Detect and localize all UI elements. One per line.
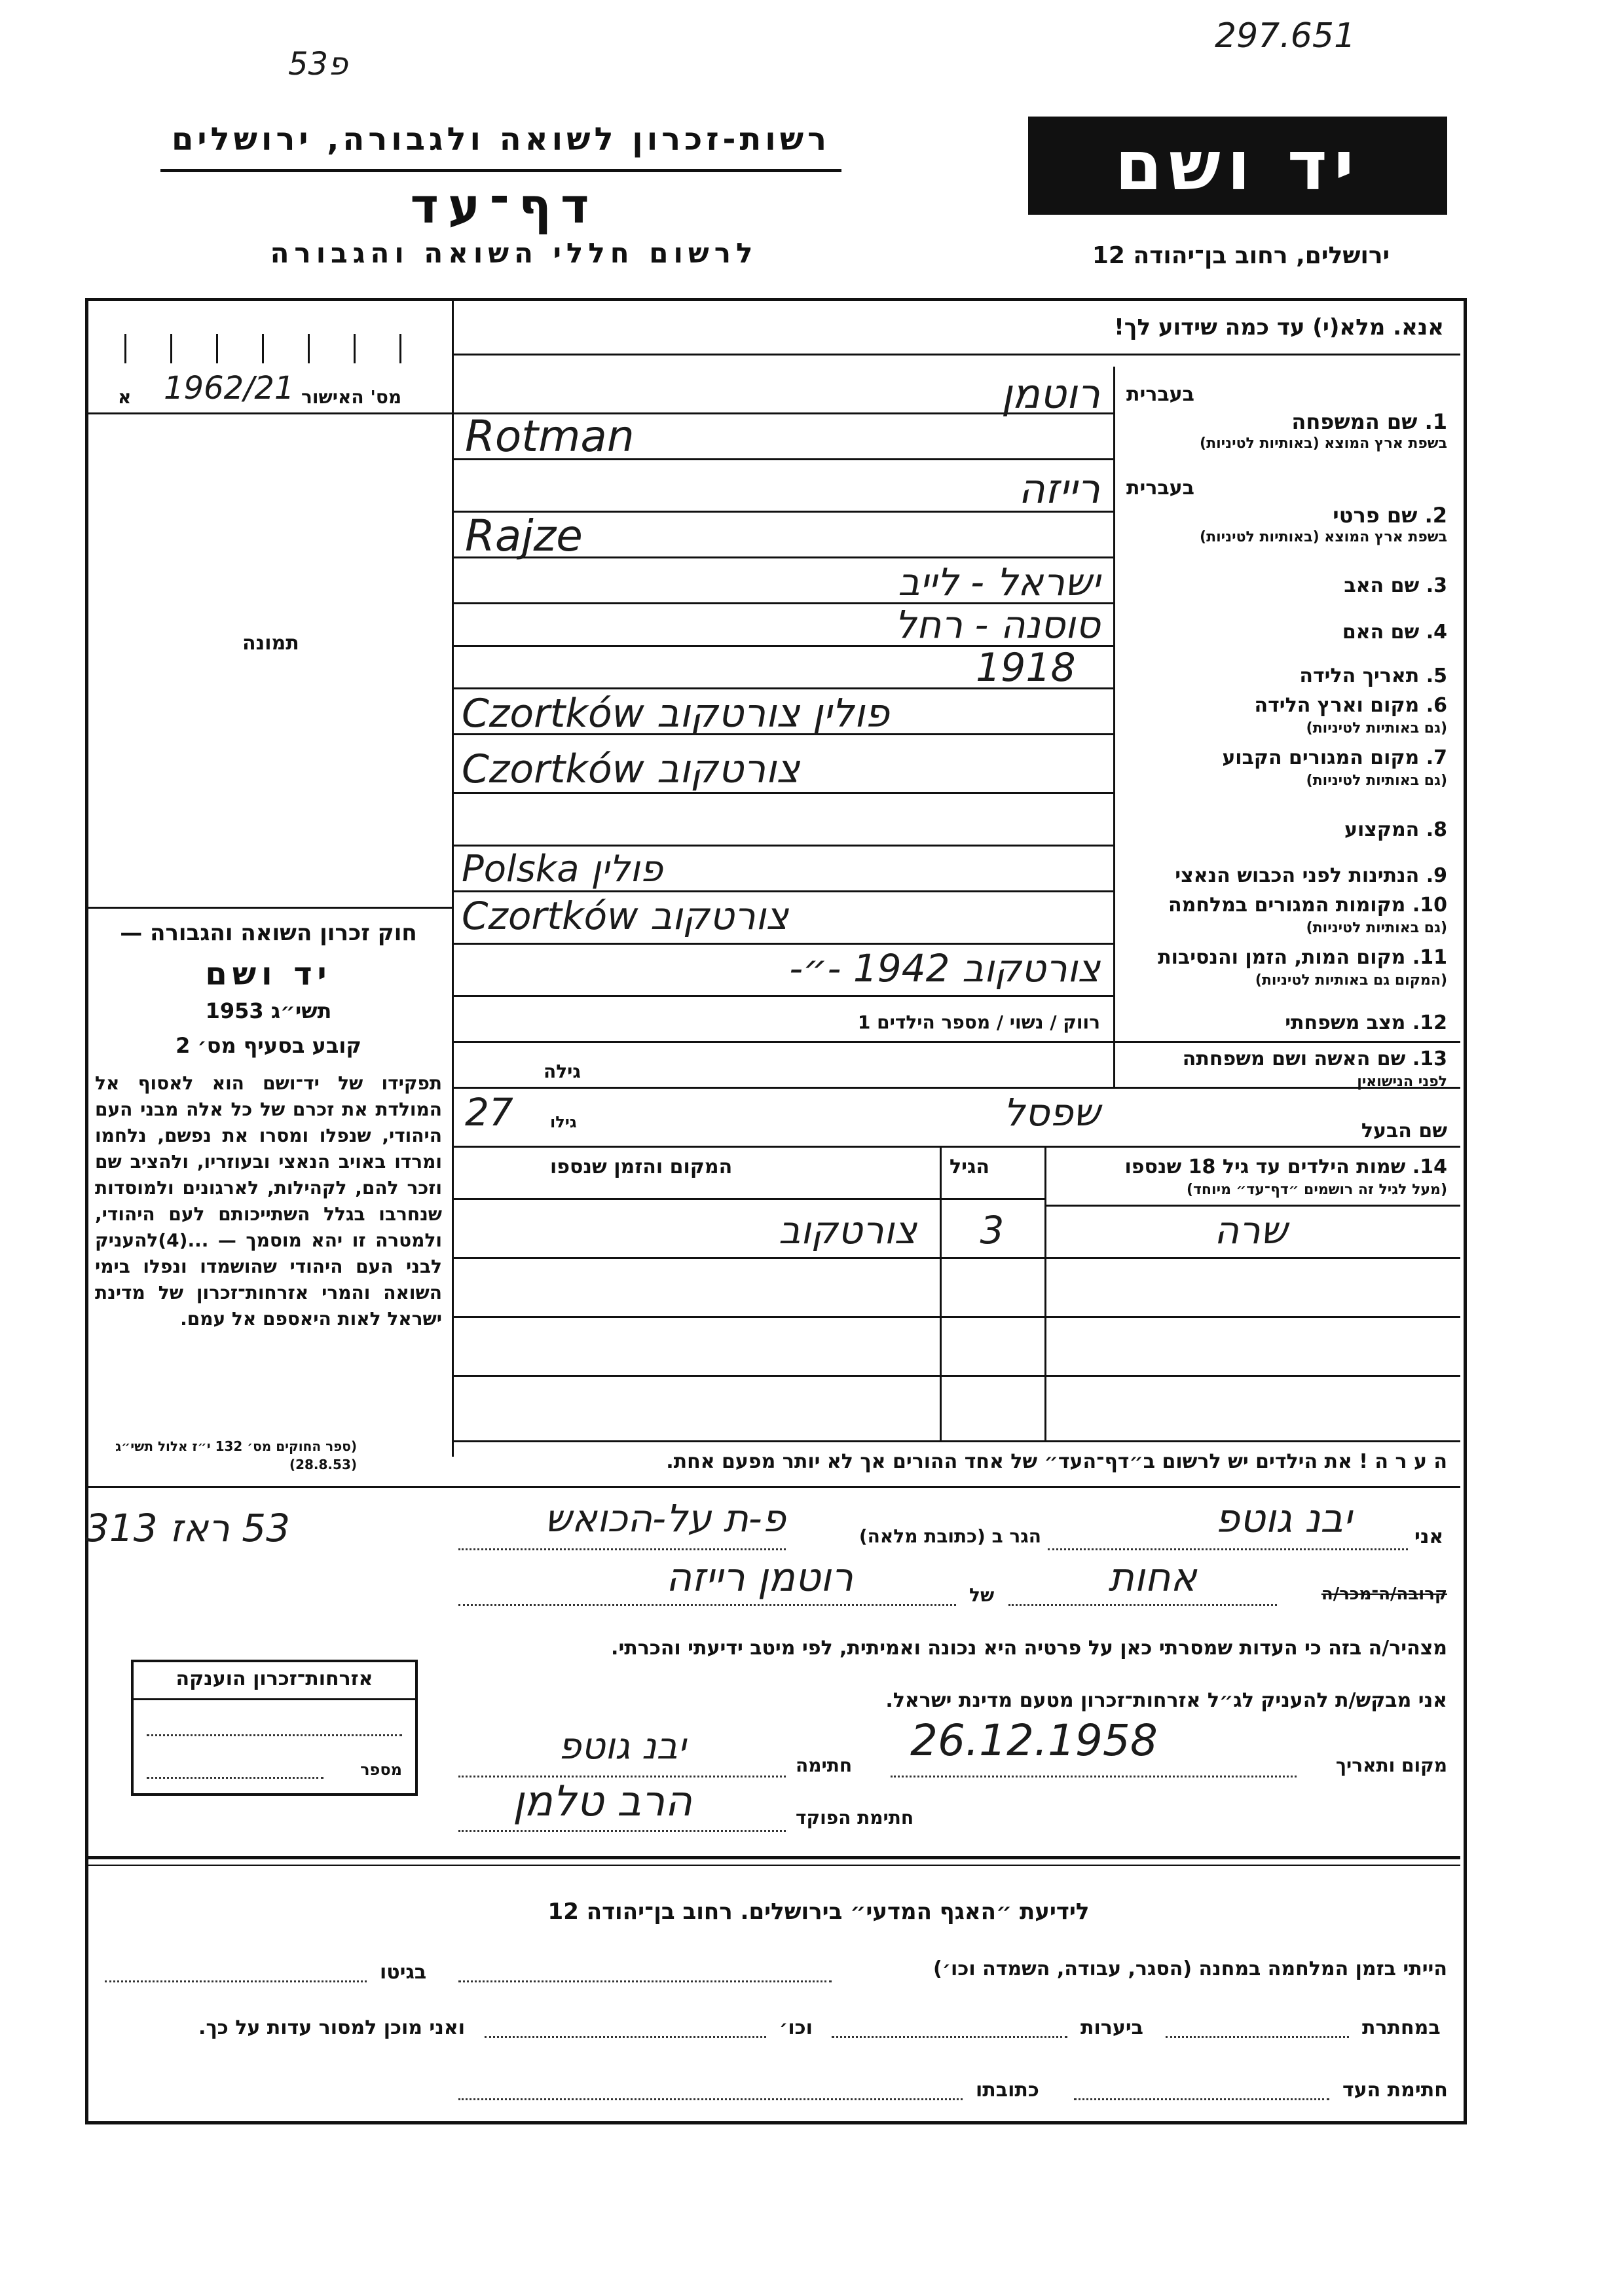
law-title: חוק זכרון השואה והגבורה — [120,920,417,946]
field-9-value: Polska פולין [462,848,663,890]
grid-top-line [452,354,1460,355]
page-title: דף־עד [410,178,599,234]
place-date-label: מקום ותאריך [1335,1755,1447,1776]
child-name: שרה [1214,1208,1287,1252]
in-hebrew-label-1: בעברית [1126,383,1194,406]
law-body: תפקידו של יד־ושם הוא לאסוף אל המולדת את זכרם של כל אלה מבני העם היהודי, שנפלו ומסרו את נפשם, נלחמו ומרדו באויב הנאצי ובעוזריו, ולהציב שם וזכר להם, לקהילות, לארגונים ולמוסדות שנחרבו בגלל השתייכותם לעם היהודי, ולמטרה זו יהא מוסמך — ...(4)להעניק לבני העם היהודי שהושמדו ונפלו בימי השואה והמרי אזרחות־זכרון של מדינת ישראל לאות היאספם אל עמם. [95,1072,442,1330]
children-place-header: המקום והזמן שנספו [550,1156,733,1178]
bottom-line3-b: כתובתו [976,2079,1039,2102]
field-11-sublabel: (המקום גם באותיות לטיניות) [1255,972,1447,989]
citizenship-number-label: מספר [360,1760,402,1779]
field-1-hebrew-value: רוטמן [1001,370,1100,418]
receipt-suffix: א [118,386,132,408]
bottom-line2-c: וכו׳ [779,2016,813,2039]
wife-age-label: גילה [544,1061,581,1082]
field-6-sublabel: (גם באותיות לטיניות) [1306,720,1447,737]
field-2-hebrew-value: רייזה [1018,465,1100,513]
field-4-value: סוסנה - רחל [895,602,1100,647]
field-5-value: 1918 [976,645,1076,691]
field-13-sublabel: לפני הנישואין [1357,1074,1447,1090]
field-2-label: 2. שם פרטי [1333,503,1447,528]
field-12-label: 12. מצב משפחתי [1285,1011,1447,1034]
signature-label: חתימה [796,1755,853,1776]
field-6-label: 6. מקום וארץ הלידה [1254,694,1447,717]
field-9-label: 9. הנתינות לפני הכבוש הנאצי [1175,864,1447,887]
husband-label: שם הבעל [1361,1120,1447,1142]
receipt-line [85,412,452,414]
law-source: (ספר החוקים מס׳ 132 י״ז אלול תשי״ג (28.8.53) [115,1438,357,1472]
bottom-heading: לידיעת ״האגף המדעי״ בירושלים. רחוב בן־יהודה 12 [547,1899,1090,1925]
field-1-label: 1. שם המשפחה [1291,409,1447,434]
law-logo: יד ושם [205,956,332,993]
field-3-label: 3. שם האב [1344,574,1447,597]
husband-age-value: 27 [465,1090,513,1135]
field-3-value: ישראל - לייב [898,560,1100,604]
header-address: ירושלים, רחוב בן־יהודה 12 [1092,242,1390,269]
field-10-value: Czortków צורטקוב [462,894,789,938]
field-1-sublabel: בשפת ארץ המוצא (באותיות לטיניות) [1200,435,1447,452]
bottom-line3-a: חתימת העד [1342,2079,1448,2102]
label-column-divider [1113,367,1115,1087]
field-10-label: 10. מקומות המגורים במלחמה [1168,894,1447,917]
relation-value: אחות [1108,1555,1197,1601]
citizenship-title: אזרחות־זכרון הוענקה [175,1667,373,1690]
children-age-header: הגיל [950,1156,989,1178]
officer-label: חתימת הפוקד [796,1807,914,1829]
field-7-value: Czortków צורטקוב [462,746,800,792]
receipt-label: מס' האישור [301,386,402,408]
org-name: רשות-זכרון לשואה ולגבורה, ירושלים [171,121,831,158]
of-label: של [969,1584,995,1606]
of-value: רוטמן רייזה [666,1555,853,1601]
field-1-latin-value: Rotman [465,411,635,462]
photo-label: תמונה [242,632,299,655]
field-8-label: 8. המקצוע [1344,818,1447,841]
page-subtitle: לרשום חללי השואה והגבורה [270,237,758,269]
relation-label: קרובה/ה־מכר/ה [1321,1584,1447,1604]
remark-text: ה ע ר ה ! את הילדים יש לרשום ב״דף־העד״ של אחד ההורים אך לא יותר מפעם אחת. [666,1450,1447,1473]
declarant-name: יבנ גוטפ [1215,1496,1352,1542]
intro-text: אנא. מלא(י) עד כמה שידוע לך! [1114,314,1444,340]
child-age: 3 [980,1208,1005,1252]
org-underline [160,169,841,172]
children-note: (מעל לגיל זה רושמים ״דף־עד״ מיוחד) [1186,1182,1447,1198]
law-clause: קובע בסעיף מס׳ 2 [175,1033,361,1058]
field-2-sublabel: בשפת ארץ המוצא (באותיות לטיניות) [1200,529,1447,545]
field-13-label: 13. שם האשה ושם משפחתה [1182,1048,1447,1070]
bottom-line1-a: הייתי בזמן המלחמה במחנה (הסגר, עבודה, השמדה וכו׳) [933,1958,1447,1980]
children-title: 14. שמות הילדים עד גיל 18 שנספו [1124,1156,1447,1178]
declarant-i-label: אני [1414,1525,1444,1548]
declaration-text: מצהיר/ה בזה כי העדות שמסרתי כאן על פרטיה היא נכונה ואמיתית, לפי מיטב ידיעתי והכרתי. [611,1637,1447,1660]
child-place: צורטקוב [778,1208,917,1252]
declarant-signature: יבנ גוטפ [558,1725,686,1768]
field-4-label: 4. שם האם [1342,621,1447,644]
bottom-line1-b: בגיטו [380,1961,427,1984]
logo-text: יד ושם [1115,126,1361,206]
receipt-number: 1962/21 [164,370,295,407]
yad-vashem-logo [1028,117,1447,215]
bottom-line2-a: במחתרת [1362,2016,1441,2039]
bottom-line2-b: ביערות [1080,2016,1143,2039]
field-7-label: 7. מקום המגורים הקבוע [1222,746,1447,769]
request-text: אני מבקש/ת להעניק לג״ל אזרחות־זכרון מטעם מדינת ישראל. [885,1689,1447,1712]
officer-signature: הרב טלמן [512,1777,693,1826]
field-11-value: צורטקוב 1942 -״- [789,946,1100,991]
field-2-latin-value: Rajze [465,511,583,561]
field-5-label: 5. תאריך הלידה [1299,665,1447,687]
declaration-date: 26.12.1958 [910,1715,1158,1766]
husband-age-label: גילו [550,1113,577,1131]
bottom-line2-d: ואני מוכן למסור עדות על כך. [198,2016,465,2039]
citizenship-box [131,1660,418,1796]
husband-name-value: שפסל [1003,1090,1100,1135]
field-12-value: רווק / נשוי / מספר הילדים 1 [857,1011,1100,1033]
top-right-number: 297.651 [1215,16,1356,56]
law-year: תשי״ג 1953 [205,998,332,1023]
field-7-sublabel: (גם באותיות לטיניות) [1306,773,1447,789]
resident-label: הגר ב (כתובת מלאה) [858,1525,1041,1547]
field-11-label: 11. מקום המות, הזמן והנסיבות [1158,946,1447,969]
left-handwritten-address: 53 ראז 313 [85,1506,290,1550]
top-left-number: 53פ [288,46,348,82]
receipt-ticks [98,327,439,367]
in-hebrew-label-2: בעברית [1126,477,1194,500]
field-10-sublabel: (גם באותיות לטיניות) [1306,920,1447,936]
photo-bottom-line [85,907,452,909]
declarant-address: פ-ת על-הכואש [544,1496,786,1540]
field-6-value: Czortków פולין צורטקוב [462,691,889,737]
